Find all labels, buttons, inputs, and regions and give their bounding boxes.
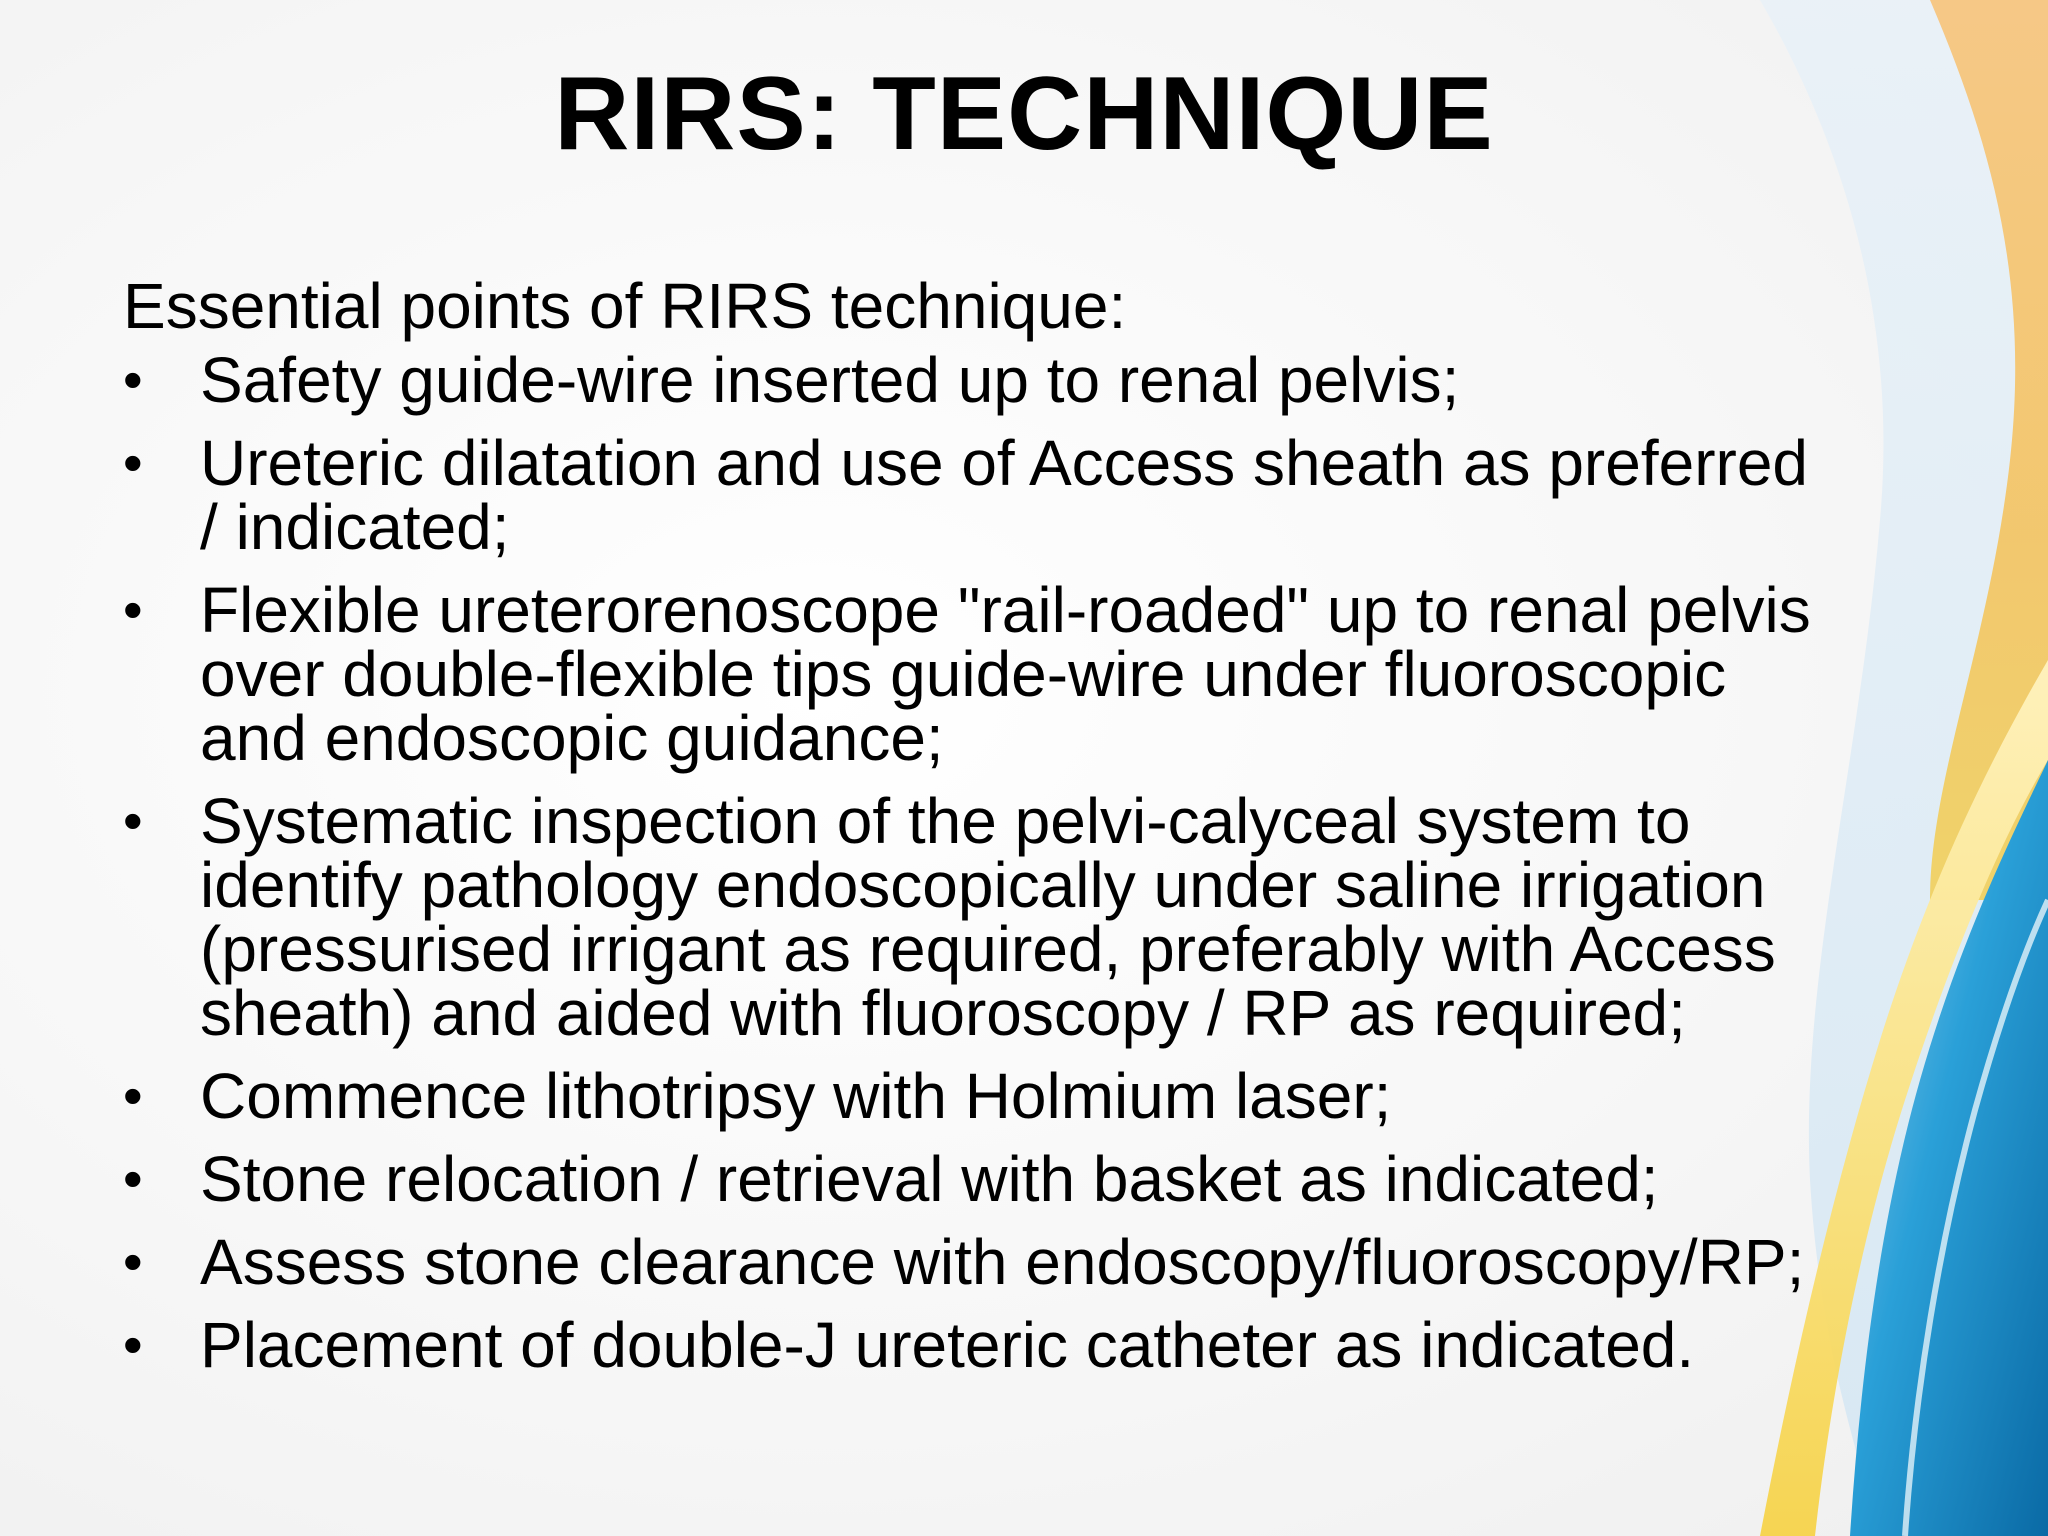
intro-text: Essential points of RIRS technique: bbox=[123, 270, 1127, 342]
bullet-text-line: Commence lithotripsy with Holmium laser; bbox=[200, 1060, 1392, 1132]
bullet-text-line: Systematic inspection of the pelvi-calyceal system to bbox=[200, 785, 1691, 857]
bullet-dot: • bbox=[123, 1147, 143, 1210]
bullet-item bbox=[123, 574, 1943, 774]
bullet-text-line: and endoscopic guidance; bbox=[200, 702, 944, 774]
bullet-dot: • bbox=[123, 1230, 143, 1293]
bullet-text-line: Stone relocation / retrieval with basket as indicated; bbox=[200, 1143, 1659, 1215]
bullet-dot: • bbox=[123, 1313, 143, 1376]
bullet-text-line: (pressurised irrigant as required, preferably with Access bbox=[200, 913, 1776, 985]
bullet-item bbox=[123, 344, 1943, 416]
bullet-text-line: Assess stone clearance with endoscopy/fluoroscopy/RP; bbox=[200, 1226, 1805, 1298]
bullet-text-line: over double-flexible tips guide-wire under fluoroscopic bbox=[200, 638, 1727, 710]
bullet-text-line: Ureteric dilatation and use of Access sheath as preferred bbox=[200, 427, 1808, 499]
bullet-item bbox=[123, 1309, 1943, 1381]
bullet-dot: • bbox=[123, 789, 143, 852]
bullet-text-line: Flexible ureterorenoscope "rail-roaded" up to renal pelvis bbox=[200, 574, 1811, 646]
bullet-text-line: / indicated; bbox=[200, 491, 510, 563]
bullet-item bbox=[123, 427, 1943, 563]
bullet-list bbox=[123, 344, 1943, 1396]
bullet-dot: • bbox=[123, 348, 143, 411]
bullet-dot: • bbox=[123, 578, 143, 641]
bullet-dot: • bbox=[123, 1064, 143, 1127]
bullet-item bbox=[123, 1060, 1943, 1132]
bullet-text-line: sheath) and aided with fluoroscopy / RP as required; bbox=[200, 977, 1686, 1049]
bullet-text-line: Placement of double-J ureteric catheter as indicated. bbox=[200, 1309, 1695, 1381]
bullet-text-line: Safety guide-wire inserted up to renal pelvis; bbox=[200, 344, 1460, 416]
bullet-item bbox=[123, 1226, 1943, 1298]
bullet-item bbox=[123, 1143, 1943, 1215]
slide-title: RIRS: TECHNIQUE bbox=[554, 56, 1494, 172]
bullet-text-line: identify pathology endoscopically under saline irrigation bbox=[200, 849, 1766, 921]
bullet-dot: • bbox=[123, 431, 143, 494]
bullet-item bbox=[123, 785, 1943, 1049]
